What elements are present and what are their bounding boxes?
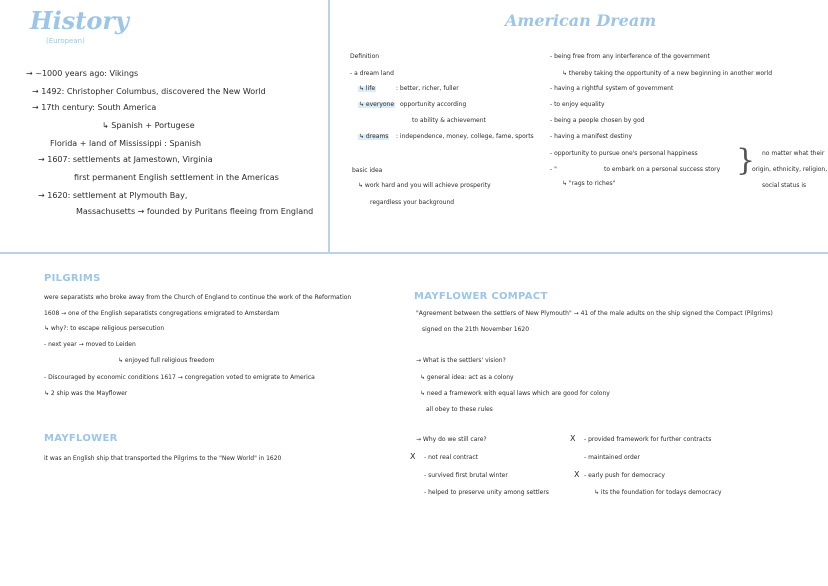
pilgrims-line: - Discouraged by economic conditions 1617 → congregation voted to emigrate to America [44,374,315,381]
basic-idea-line: regardless your background [370,199,455,206]
definition-line: - a dream land [350,70,394,77]
definition-line: ↳ everyone [359,101,395,108]
american-dream-title: American Dream [505,11,657,30]
definition-line: : independence, money, college, fame, sports [396,133,534,140]
care-left-item: - helped to preserve unity among settlers [424,489,549,496]
pilgrims-line: ↳ enjoyed full religious freedom [118,357,215,364]
mayflower-line: it was an English ship that transported the Pilgrims to the "New World" in 1620 [44,455,282,462]
pilgrims-title: PILGRIMS [44,273,101,284]
history-title: History [30,6,129,35]
definition-line: opportunity according [400,101,467,108]
x-mark: X [410,452,416,461]
horizontal-divider [0,252,828,254]
dream-point: ↳ "rags to riches" [562,180,616,187]
history-line: → 1607: settlements at Jamestown, Virginia [38,155,213,164]
compact-line: ↳ general idea: act as a colony [420,374,514,381]
history-line: first permanent English settlement in the Americas [74,173,279,182]
pilgrims-line: - next year → moved to Leiden [44,341,136,348]
mayflower-title: MAYFLOWER [44,433,118,444]
care-right-item: ↳ its the foundation for todays democracy [594,489,722,496]
compact-line: signed on the 21th November 1620 [422,326,530,333]
dream-point: - being free from any interference of the government [550,53,710,60]
pilgrims-line: were separatists who broke away from the Church of England to continue the work of the Reformation [44,294,352,301]
care-label: → Why do we still care? [416,436,487,443]
care-right-item: - early push for democracy [584,472,665,479]
compact-line: "Agreement between the settlers of New Plymouth" → 41 of the male adults on the ship signed the Compact (Pilgrims) [416,310,773,317]
history-line: → 1620: settlement at Plymouth Bay, [38,191,188,200]
basic-idea-label: basic idea [352,167,383,174]
history-subtitle: (European) [46,37,85,45]
dream-point: to embark on a personal success story [604,166,721,173]
definition-line: : better, richer, fuller [396,85,459,92]
history-line: Florida + land of Mississippi : Spanish [50,139,202,148]
definition-label: Definition [350,53,380,60]
brace-note: origin, ethnicity, religion, [752,166,828,173]
pilgrims-line: ↳ 2 ship was the Mayflower [44,390,128,397]
dream-point: - to enjoy equality [550,101,605,108]
dream-point: - opportunity to pursue one's personal happiness [550,150,698,157]
definition-line: ↳ dreams [359,133,389,140]
history-line: ↳ Spanish + Portugese [102,121,195,130]
dream-point: ↳ thereby taking the opportunity of a new beginning in another world [562,70,772,77]
care-left-item: - survived first brutal winter [424,472,508,479]
x-mark: X [574,470,580,479]
dream-point: - " [550,166,557,173]
history-line: Massachusetts → founded by Puritans fleeing from England [76,207,314,216]
compact-line: → What is the settlers' vision? [416,357,506,364]
brace-note: social status is [762,182,807,189]
pilgrims-line: 1608 → one of the English separatists congregations emigrated to Amsterdam [44,310,280,317]
history-line: → ~1000 years ago: Vikings [26,69,139,78]
definition-line: to ability & achievement [412,117,486,124]
care-right-item: - maintained order [584,454,640,461]
history-line: → 17th century: South America [32,103,157,112]
compact-line: ↳ need a framework with equal laws which are good for colony [420,390,610,397]
x-mark: X [570,434,576,443]
dream-point: - having a manifest destiny [550,133,633,140]
definition-line: ↳ life [359,85,376,92]
basic-idea-line: ↳ work hard and you will achieve prosperity [358,182,491,189]
dream-point: - being a people chosen by god [550,117,645,124]
care-right-item: - provided framework for further contracts [584,436,712,443]
pilgrims-line: ↳ why?: to escape religious persecution [44,325,165,332]
care-left-item: - not real contract [424,454,479,461]
dream-point: - having a rightful system of government [550,85,674,92]
vertical-divider [328,0,330,252]
brace-icon: } [736,143,756,178]
compact-line: all obey to these rules [426,406,493,413]
compact-title: MAYFLOWER COMPACT [414,291,548,302]
brace-note: no matter what their [762,150,825,157]
history-line: → 1492: Christopher Columbus, discovered the New World [32,87,266,96]
